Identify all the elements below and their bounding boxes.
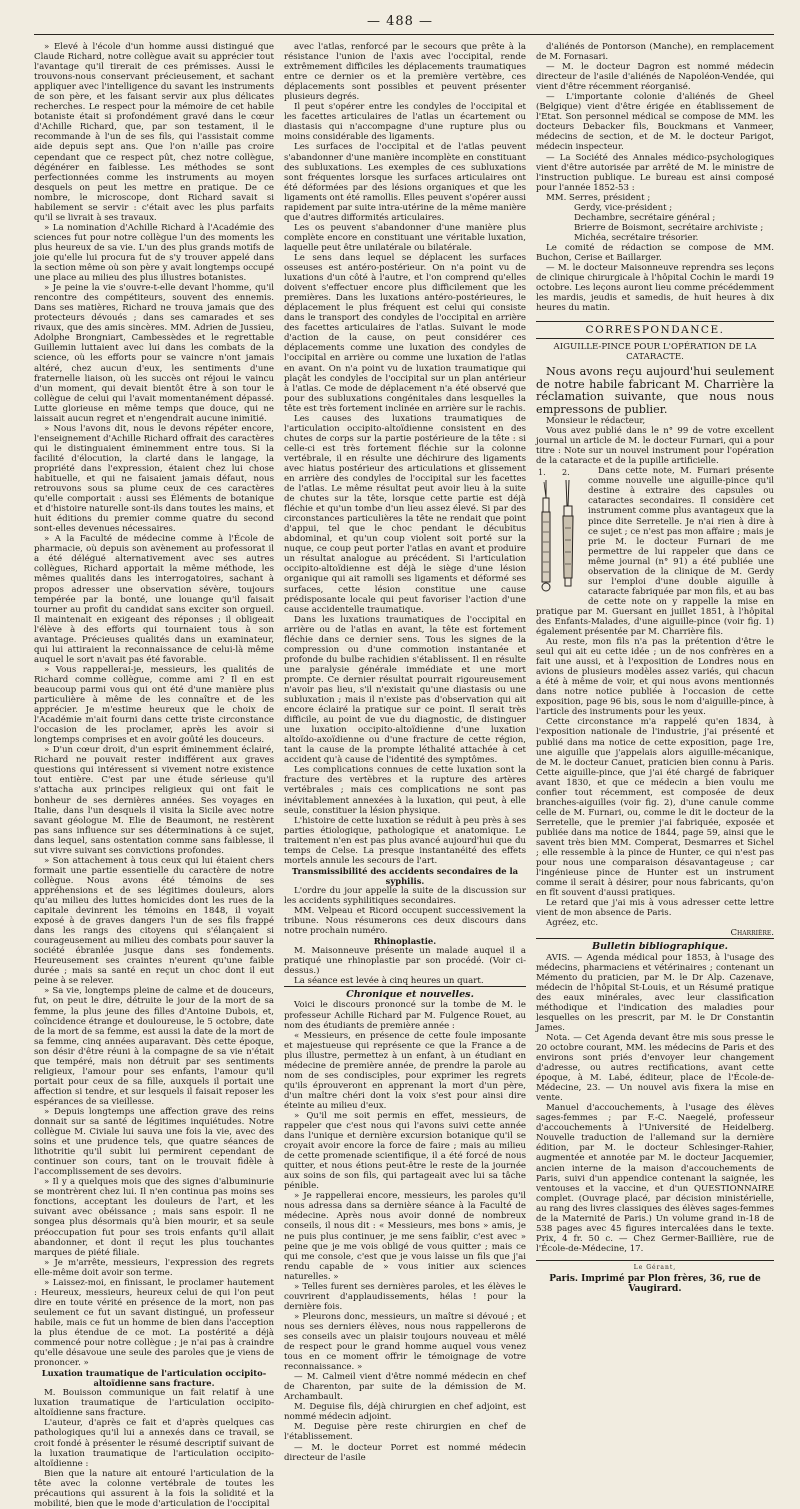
needle-forceps-illustration	[536, 468, 582, 596]
paragraph: » Je m'arrête, messieurs, l'expression des regrets elle-même doit avoir son terme.	[34, 1257, 274, 1278]
paragraph: Manuel d'accouchements, à l'usage des élèves sages-femmes ; par F.-C. Naegelé, professeur d'accouchements à l'Université de Heidelberg. Nouvelle traduction de l'allemand sur la dernière édition, par M. le docteur Schlesinger-Rahier, augmentée et annotée par M. le docteur Jacquemier, ancien interne de la maison d'accouchements de Paris, suivi d'un appendice contenant la saignée, les ventouses et la vaccine, et d'un QUESTIONNAIRE complet. (Ouvrage placé, par décision ministérielle, au rang des livres classiques des élèves sages-femmes de la Maternité de Paris.) Un volume grand in-18 de 538 pages avec 45 figures intercalées dans le texte. Prix, 4 fr. 50 c. — Chez Germer-Baillière, rue de l'École-de-Médecine, 17.	[536, 1103, 774, 1254]
paragraph: — M. Calmeil vient d'être nommé médecin en chef de Charenton, par suite de la démission de M. Archambault.	[284, 1372, 526, 1403]
paragraph: Au reste, mon fils n'a pas la prétention d'être le seul qui ait eu cette idée ; un de nos confrères en a fait une aussi, et à l'exposition de Londres nous en avions de plusieurs modèles assez variés, qui chacun a été à même de voir, et qui nous avons mentionnés dans notre notice publiée à l'occasion de cette exposition, page 96 bis, sous le nom d'aiguille-pince, à l'article des instruments pour les yeux.	[536, 637, 774, 718]
paragraph: » Vous rappellerai-je, messieurs, les qualités de Richard comme collègue, comme ami ? Il en est beaucoup parmi vous qui ont été d'une manière plus particulière à même de les connaître et de les apprécier. Je m'estime heureux que le choix de l'Académie m'ait fourni dans cette triste circonstance l'occasion de les proclamer, après les avoir si longtemps comprises et en avoir goûté les douceurs.	[34, 664, 274, 746]
paragraph: AVIS. — Agenda médical pour 1853, à l'usage des médecins, pharmaciens et vétérinaires ; contenant un Mémento du praticien, par M. le Dr Alp. Cazenave, médecin de l'hôpital St-Louis, et un Résumé pratique des eaux minérales, avec leur classification méthodique et l'indication des maladies pour lesquelles on les prescrit, par M. le Dr Constantin James.	[536, 952, 774, 1033]
paragraph: Dans les luxations traumatiques de l'occipital en arrière ou de l'atlas en avant, la tête est fortement fléchie dans ce dernier sens. Tous les signes de la compression ou d'une commotion instantanée et profonde du bulbe rachidien s'établissent. Il en résulte une paralysie générale immédiate et une mort prompte. Ce dernier résultat pourrait rigoureusement n'avoir pas lieu, s'il n'existait qu'une diastasis ou une subluxation ; mais il n'existe pas d'observation qui ait encore éclairé la pratique sur ce point. Il serait très difficile, au point de vue du diagnostic, de distinguer une luxation occipito-altoïdienne d'une luxation altoïdo-axoïdienne ou d'une fracture de cette région, tant la cause de la prompte léthalité attachée à cet accident qu'à cause de l'identité des symptômes.	[284, 614, 526, 766]
page-number: — 488 —	[366, 14, 434, 29]
paragraph: — M. le docteur Dagron est nommé médecin directeur de l'asile d'aliénés de Napoléon-Vendée, qui vient d'être récemment réorganisé.	[536, 62, 774, 93]
paragraph: Les os peuvent s'abandonner d'une manière plus complète encore en constituant une véritable luxation, laquelle peut être unilatérale ou bilatérale.	[284, 222, 526, 253]
paragraph: M. Deguise père reste chirurgien en chef de l'établissement.	[284, 1422, 526, 1443]
paragraph: — M. le docteur Porret est nommé médecin directeur de l'asile	[284, 1442, 526, 1463]
paragraph: L'histoire de cette luxation se réduit à peu près à ses parties étiologique, pathologique et anatomique. Le traitement n'en est pas plus avancé aujourd'hui que du temps de Celse. La presque instantanéité des effets mortels annule les secours de l'art.	[284, 815, 526, 866]
paragraph: L'ordre du jour appelle la suite de la discussion sur les accidents syphilitiques secondaires.	[284, 885, 526, 906]
bureau-member: Michéa, secrétaire trésorier.	[574, 232, 699, 243]
paragraph: » Je rappellerai encore, messieurs, les paroles qu'il nous adressa dans sa dernière séance à la Faculté de médecine. Après nous avoir donné de nombreux conseils, il nous dit : « Messieurs, mes bons » amis, je ne puis plus continuer, je me sens faiblir, c'est avec » peine que je me vois obligé de vous quitter ; mais ce qui me console, c'est que je vous laisse un fils que j'ai rendu capable de » vous initier aux sciences naturelles. »	[284, 1191, 526, 1282]
paragraph: Voici le discours prononcé sur la tombe de M. le professeur Achille Richard par M. Fulgence Rouet, au nom des étudiants de première année :	[284, 1000, 526, 1031]
paragraph: Les complications connues de cette luxation sont la fracture des vertèbres et la rupture des artères vertébrales ; mais ces complications ne sont pas inévitablement annexées à la luxation, qui peut, à elle seule, constituer la lésion physique.	[284, 765, 526, 816]
paragraph: — M. le docteur Maisonneuve reprendra ses leçons de clinique chirurgicale à l'hôpital Cochin le mardi 19 octobre. Les leçons auront lieu comme précédemment les mardis, jeudis et samedis, de huit heures à dix heures du matin.	[536, 263, 774, 314]
column-3	[536, 42, 774, 1295]
paragraph: Le comité de rédaction se compose de MM. Buchon, Cerise et Baillarger.	[536, 242, 774, 263]
paragraph: d'aliénés de Pontorson (Manche), en remplacement de M. Fornasari.	[536, 42, 774, 63]
paragraph: » Depuis longtemps une affection grave des reins donnait sur sa santé de légitimes inquiétudes. Notre collègue M. Civiale lui sauva une fois la vie, avec des soins et une prudence tels, que quatre séances de lithotritie qu'il subit lui permirent cependant de continuer son cours, tant on le trouvait fidèle à l'accomplissement de ses devoirs.	[34, 1106, 274, 1178]
paragraph: M. Deguise fils, déjà chirurgien en chef adjoint, est nommé médecin adjoint.	[284, 1402, 526, 1423]
section-heading-syphilis: Transmissibilité des accidents secondaires de la syphilis.	[291, 865, 519, 886]
paragraph: Dans cette note, M. Furnari présente comme nouvelle une aiguille-pince qu'il destine à extraire des capsules ou cataractes secondaires. Il considère cet instrument comme plus avantageux que la pince dite Serretelle. Je n'ai rien à dire à ce sujet ; ce n'est pas mon affaire ; mais je prie M. le docteur Furnari de me permettre de lui rappeler que dans ce même journal (n° 91) a été publiée une observation de la clinique de M. Gerdy sur l'emploi d'une double aiguille à cataracte fabriquée par mon fils, et au bas de cette note on y rappelle la mise en pratique par M. Guersant en juillet 1851, à l'hôpital des Enfants-Malades, d'une aiguille-pince (voir fig. 1) également présentée par M. Charrière fils.	[536, 466, 774, 638]
column-1	[34, 42, 274, 1509]
paragraph: Il peut s'opérer entre les condyles de l'occipital et les facettes articulaires de l'atlas un écartement ou diastasis qui n'accompagne d'une rupture plus ou moins considérable des ligaments.	[284, 102, 526, 143]
figure-label: 1.	[538, 468, 546, 478]
salutation: Monsieur le rédacteur,	[546, 416, 646, 427]
paragraph: Le retard que j'ai mis à vous adresser cette lettre vient de mon absence de Paris.	[536, 898, 774, 919]
paragraph: » Sa vie, longtemps pleine de calme et de douceurs, fut, on peut le dire, détruite le jour de la mort de sa femme, la plus jeune des filles d'Antoine Dubois, et, coïncidence étrange et douloureuse, le 5 octobre, date de la mort de sa femme, est aussi la date de la mort de sa femme, cinq années auparavant. Dès cette époque, son désir d'être réuni à la compagne de sa vie n'était que tempéré, mais non détruit par ses sentiments religieux, l'amour pour ses enfants, l'amour qu'il portait pour ceux de sa fille, auxquels il portait une affection si tendre, et sur lesquels il faisait reposer les espérances de sa vieillesse.	[34, 986, 274, 1107]
paragraph: » Laissez-moi, en finissant, le proclamer hautement : Heureux, messieurs, heureux celui de qui l'on peut dire en toute vérité en présence de la mort, non pas seulement ce fut un savant distingué, un professeur habile, mais ce fut un homme de bien dans l'acception la plus étendue de ce mot. La postérité a déjà commencé pour notre collègue ; je n'ai pas à craindre qu'elle désavoue une seule des paroles que je viens de prononcer. »	[34, 1277, 274, 1369]
paragraph: » Qu'il me soit permis en effet, messieurs, de rappeler que c'est nous qui l'avons suivi cette année dans l'unique et dernière excursion botanique qu'il se croyait avoir encore la force de faire ; mais au milieu de cette promenade scientifique, il a été forcé de nous quitter, et nous étions peut-être le reste de la journée aux soins de son fils, qui partageait avec lui sa tâche pénible.	[284, 1110, 526, 1192]
paragraph: « Messieurs, en présence de cette foule imposante et majestueuse qui représente ce que la France a de plus illustre, permettez à un enfant, à un étudiant en médecine de première année, de prendre la parole au nom de ses condisciples, pour exprimer les regrets qu'ils éprouveront en apprenant la mort d'un père, d'un maître chéri dont la voix s'est pour ainsi dire éteinte au milieu d'eux.	[284, 1030, 526, 1111]
paragraph: Cette circonstance m'a rappelé qu'en 1834, à l'exposition nationale de l'industrie, j'ai présenté et publié dans ma notice de cette exposition, page 1re, une aiguille que j'appelais alors aiguille-mécanique, de M. le docteur Canuet, praticien bien connu à Paris. Cette aiguille-pince, que j'ai été chargé de fabriquer avant 1830, et que ce médecin a bien voulu me confier tout récemment, est composée de deux branches-aiguilles (voir fig. 2), d'une canule comme celle de M. Furnari, ou, comme le dit le docteur de la Serretelle, que le premier j'ai fabriquée, exposée et publiée dans ma notice de 1844, page 59, ainsi que le savent très bien MM. Comperat, Desmarres et Sichel ; elle ressemble à la pince de Hunter, ce qui n'est pas pour nous une comparaison désavantageuse ; car l'ingénieuse pince de Hunter est un instrument comme il serait à désirer, pour nous fabricants, qu'on en fît souvent d'aussi pratiques.	[536, 717, 774, 899]
section-heading-chronique: Chronique et nouvelles.	[284, 986, 526, 1000]
paragraph: Le sens dans lequel se déplacent les surfaces osseuses est antéro-postérieur. On n'a point vu de luxations d'un côté à l'autre, et l'on comprend qu'elles doivent s'effectuer encore plus difficilement que les premières. Dans les luxations antéro-postérieures, le déplacement le plus fréquent est celui qui consiste dans le transport des condyles de l'occipital en arrière des facettes articulaires de l'atlas. Suivant le mode d'action de la cause, on peut considérer ces déplacements comme une luxation des condyles de l'occipital en arrière ou comme une luxation de l'atlas en avant. On n'a point vu de luxation traumatique qui plaçât les condyles de l'occipital sur un plan antérieur à l'atlas. Ce mode de déplacement n'a été observé que pour des subluxations congénitales dans lesquelles la tête est très fortement inclinée en arrière sur le rachis.	[284, 252, 526, 414]
paragraph: » Nous l'avons dit, nous le devons répéter encore, l'enseignement d'Achille Richard offrait des caractères qui le distinguaient éminemment entre tous. Si la facilité d'élocution, la clarté dans le langage, la propriété dans l'expression, étaient chez lui chose habituelle, et qui ne faisaient jamais défaut, nous retrouvons sous sa plume ceux de ces caractères qu'elle comportait : aussi ses Éléments de botanique et d'histoire naturelle sont-ils dans toutes les mains, et huit éditions du premier comme quatre du second sont-elles devenues nécessaires.	[34, 423, 274, 535]
bureau-member: Dechambre, secrétaire général ;	[574, 212, 716, 223]
column-2	[284, 42, 526, 1463]
paragraph: » Elevé à l'école d'un homme aussi distingué que Claude Richard, notre collègue avait su apprécier tout l'avantage qu'il tirerait de ces prémisses. Aussi le trouvons-nous conservant précieusement, et sachant appliquer avec l'intelligence du savant les instruments de son père, et les faisant servir aux plus délicates recherches. Le respect pour la mémoire de cet habile botaniste était si profondément gravé dans le cœur d'Achille Richard, que, par son testament, il le recommande à l'un de ses fils, qui l'assistait comme aide depuis sept ans. Que l'on n'aille pas croire cependant que ce respect pût, chez notre collègue, dégénérer en faiblesse. Les méthodes se sont perfectionnées comme les instruments au moyen desquels on peut les mettre en pratique. De ce nombre, le microscope, dont Richard savait si habilement se servir : c'était avec les plus parfaits qu'il se livrait à ses travaux.	[34, 42, 274, 223]
section-heading-correspondance: CORRESPONDANCE.	[536, 321, 774, 339]
paragraph: Les causes des luxations traumatiques de l'articulation occipito-altoïdienne consistent en des chutes de corps sur la partie postérieure de la tête : si celle-ci est très fortement fléchie sur la colonne vertébrale, il en résulte une déchirure des ligaments avec hiatus postérieur des articulations et glissement en arrière des condyles de l'occipital sur les facettes de l'atlas. Le même résultat peut avoir lieu à la suite de chutes sur la tête, lorsque cette partie est déjà fléchie et qu'un tombe d'un lieu assez élevé. Si par des circonstances particulières la tête ne rendait que point d'appui, tel que le choc pendant le décubitus abdominal, et qu'un coup violent soit porté sur la nuque, ce coup peut porter l'atlas en avant et produire un résultat analogue au précédent. Si l'articulation occipito-altoïdienne est déjà le siège d'une lésion organique qui ait ramolli ses ligaments et déformé ses surfaces, cette lésion constitue une cause prédisposante locale qui peut favoriser l'action d'une cause accidentelle traumatique.	[284, 413, 526, 615]
bureau-member: Gerdy, vice-président ;	[574, 202, 673, 213]
paragraph: Vous avez publié dans le n° 99 de votre excellent journal un article de M. le docteur Furnari, qui a pour titre : Note sur un nouvel instrument pour l'opération de la cataracte et de la pupille artificielle.	[536, 426, 774, 467]
paragraph: M. Bouisson communique un fait relatif à une luxation traumatique de l'articulation occipito-altoïdienne sans fracture.	[34, 1388, 274, 1419]
paragraph: » Pleurons donc, messieurs, un maître si dévoué ; et nous ses derniers élèves, nous nous rappellerons de ses conseils avec un plaisir toujours nouveau et mêlé de respect pour le grand homme auquel vous venez tous en ce moment offrir le témoignage de votre reconnaissance. »	[284, 1311, 526, 1373]
paragraph: » Je peine la vie s'ouvre-t-elle devant l'homme, qu'il rencontre des compétiteurs, souvent des ennemis. Dans ses matières, Richard ne trouva jamais que des protecteurs dévoués ; dans ses camarades et ses rivaux, que des amis sincères. MM. Adrien de Jussieu, Adolphe Brongniart, Cambessèdes et le regrettable Guillemin luttaient avec lui dans les combats de la science, où les efforts pour se vaincre n'ont jamais altéré, chez aucun d'eux, les sentiments d'une fraternelle liaison, où les succès ont réjoui le vaincu d'un moment, qui devait bientôt être à son tour le collègue de celui qui l'avait momentanément dépassé. Lutte glorieuse en même temps que douce, qui ne laissait aucun regret et n'engendrait aucune inimitié.	[34, 283, 274, 424]
paragraph: M. Maisonneuve présente un malade auquel il a pratiqué une rhinoplastie par son procédé. (Voir ci-dessus.)	[284, 946, 526, 977]
paragraph: MM. Velpeau et Ricord occupent successivement la tribune. Nous résumerons ces deux discours dans notre prochain numéro.	[284, 906, 526, 937]
paragraph: — L'importante colonie d'aliénés de Gheel (Belgique) vient d'être érigée en établissement de l'Etat. Son personnel médical se compose de MM. les docteurs Debacker fils, Bouckmans et Vanmeer, médecins de section, et de M. le docteur Parigot, médecin inspecteur.	[536, 92, 774, 153]
section-heading-luxation: Luxation traumatique de l'articulation occipito-altoïdienne sans fracture.	[41, 1368, 267, 1389]
instrument-drawing	[536, 468, 582, 596]
paragraph: Les surfaces de l'occipital et de l'atlas peuvent s'abandonner d'une manière incomplète en constituant des subluxations. Les exemples de ces subluxations sont fréquentes lorsque les surfaces articulaires ont été déformées par des lésions organiques et que les ligaments ont été ramollis. Elles peuvent s'opérer aussi rapidement par suite intra-utérine de la même manière que d'autres difformités articulaires.	[284, 142, 526, 223]
paragraph: » Son attachement à tous ceux qui lui étaient chers formait une partie essentielle du caractère de notre collègue. Nous avons été témoins de ses appréhensions et de ses légitimes douleurs, alors qu'au milieu des luttes homicides dont les rues de la capitale devinrent les témoins en 1848, il voyait exposé à de graves dangers l'un de ses fils frappé dans les rangs des citoyens qui s'élançaient si courageusement au milieu des combats pour sauver la société ébranlée jusque dans ses fondements. Heureusement ses craintes n'eurent qu'une faible durée ; mais sa santé en reçut un choc dont il eut peine à se relever.	[34, 855, 274, 987]
lead-paragraph: Nous avons reçu aujourd'hui seulement de notre habile fabricant M. Charrière la réclamation suivante, que nous nous empressons de publier.	[536, 365, 774, 416]
gerant-label: Le Gérant,	[633, 1263, 677, 1271]
paragraph: La séance est levée à cinq heures un quart.	[294, 976, 484, 987]
top-rule	[34, 34, 774, 35]
printer-imprint: Paris. Imprimé par Plon frères, 36, rue de Vaugirard.	[549, 1273, 761, 1295]
paragraph: L'auteur, d'après ce fait et d'après quelques cas pathologiques qu'il lui a annexés dans ce travail, se croit fondé à présenter le résumé descriptif suivant de la luxation traumatique de l'articulation occipito-altoïdienne :	[34, 1418, 274, 1469]
paragraph: » A la Faculté de médecine comme à l'École de pharmacie, où depuis son avènement au professorat il a été délégué alternativement avec ses autres collègues, Richard apportait la même méthode, les mêmes qualités dans les interrogatoires, sachant à propos adresser une observation sévère, toujours tempérée par la bonté, une louange qu'il faisait tourner au profit du candidat sans exciter son orgueil. Il maintenait en exigeant des réponses ; il obligeait l'élève à des efforts qui tournaient tous à son avantage. Précieuses qualités dans un examinateur, qui lui attiraient la reconnaissance de celui-là même auquel le sort n'avait pas été favorable.	[34, 534, 274, 665]
paragraph: — La Société des Annales médico-psychologiques vient d'être autorisée par arrêté de M. le ministre de l'instruction publique. Le bureau est ainsi composé pour l'année 1852-53 :	[536, 152, 774, 193]
bureau-member: Brierre de Boismont, secrétaire archiviste ;	[574, 222, 764, 233]
paragraph: avec l'atlas, renforcé par le secours que prête à la résistance l'union de l'axis avec l'occipital, rende extrêmement difficiles les déplacements traumatiques entre ce dernier os et la première vertèbre, ces déplacements sont possibles et peuvent présenter plusieurs degrés.	[284, 42, 526, 103]
paragraph: Nota. — Cet Agenda devant être mis sous presse le 20 octobre courant, MM. les médecins de Paris et des environs sont priés d'envoyer leur changement d'adresse, ou autres rectifications, avant cette époque, à M. Labé, éditeur, place de l'École-de-Médecine, 23. — Un nouvel avis fixera la mise en vente.	[536, 1032, 774, 1104]
paragraph: MM. Serres, président ;	[546, 192, 651, 203]
footer-rule	[536, 1260, 774, 1261]
closing: Agréez, etc.	[546, 918, 599, 929]
paragraph: » La nomination d'Achille Richard à l'Académie des sciences fut pour notre collègue l'un des moments les plus heureux de sa vie. L'un des plus grands motifs de joie qu'elle lui procura fut de s'y trouver appelé dans la section même où son père y avait longtemps occupé une place au milieu des plus illustres botanistes.	[34, 222, 274, 284]
section-heading-rhinoplastie: Rhinoplastie.	[373, 936, 437, 947]
signature: Charrière.	[730, 928, 774, 939]
paragraph: » D'un cœur droit, d'un esprit éminemment éclairé, Richard ne pouvait rester indifférent aux graves questions qui intéressent si vivement notre existence tout entière. C'est par une étude sérieuse qu'il s'attacha aux principes religieux qui ont fait le bonheur de ses dernières années. Ses voyages en Italie, dans l'un desquels il visita la Sicile avec notre savant géologue M. Elie de Beaumont, ne restèrent pas sans influence sur ses déterminations à ce sujet, dans lequel, sans ostentation comme sans faiblesse, il sut vivre suivant ses convictions profondes.	[34, 745, 274, 856]
paragraph: Bien que la nature ait entouré l'articulation de la tête avec la colonne vertébrale de toutes les précautions qui assurent à la fois la solidité et la mobilité, bien que le mode d'articulation de l'occipital	[34, 1468, 274, 1509]
paragraph: » Telles furent ses dernières paroles, et les élèves le couvrirent d'applaudissements, hélas ! pour la dernière fois.	[284, 1281, 526, 1312]
section-subheading: AIGUILLE-PINCE POUR L'OPÉRATION DE LA CATARACTE.	[553, 342, 757, 363]
figure-label: 2.	[562, 468, 570, 478]
section-heading-bulletin: Bulletin bibliographique.	[536, 938, 774, 952]
paragraph: » Il y a quelques mois que des signes d'albuminurie se montrèrent chez lui. Il n'en continua pas moins ses fonctions, acceptant les douleurs de l'art, et les suivant avec obéissance ; mais sans espoir. Il ne songea plus désormais qu'à bien mourir, et sa seule préoccupation fut pour ses trois enfants qu'il allait abandonner, et dont il reçut les plus touchantes marques de piété filiale.	[34, 1177, 274, 1258]
